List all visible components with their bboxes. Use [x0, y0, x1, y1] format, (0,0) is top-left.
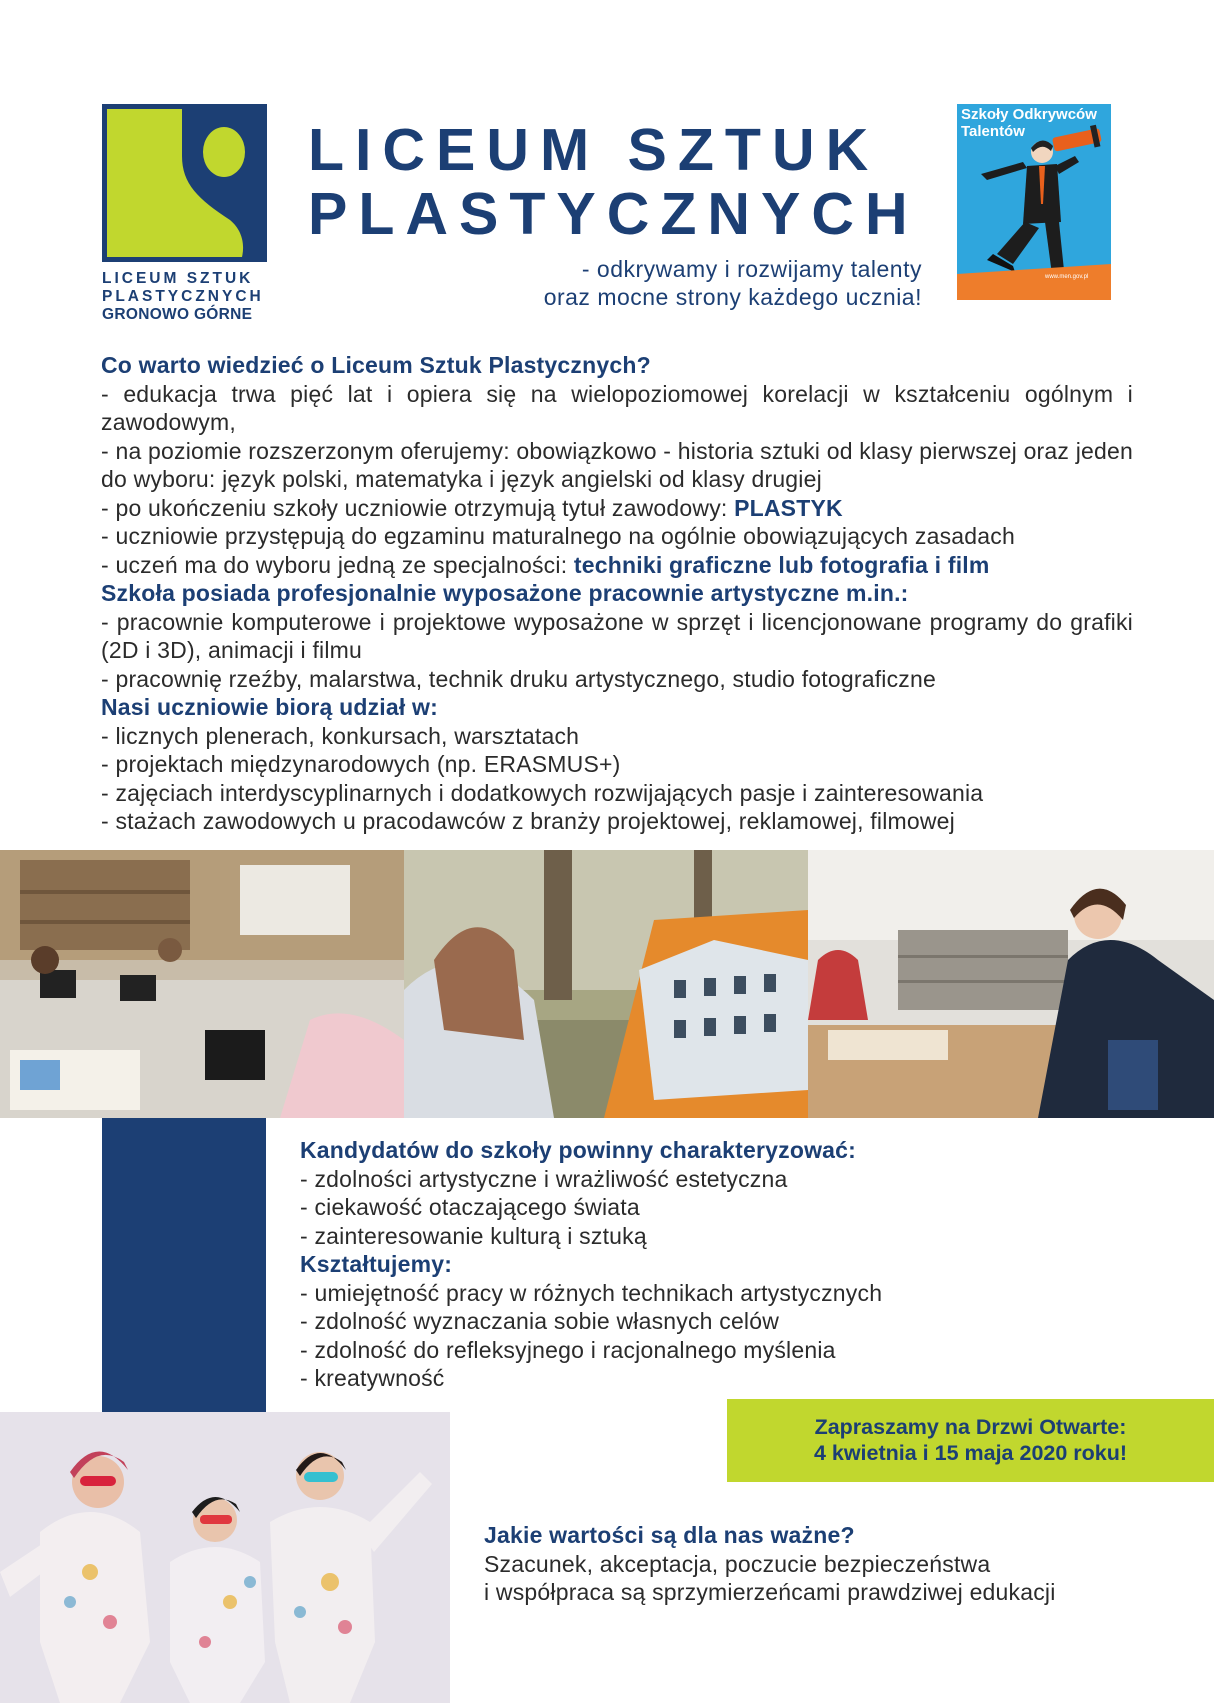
candidates-section: [300, 1136, 1100, 1393]
open-day-line: 4 kwietnia i 15 maja 2020 roku!: [813, 1441, 1128, 1465]
list-item: - edukacja trwa pięć lat i opiera się na wielopoziomowej korelacji w kształceniu ogólnym i zawodowym,: [101, 380, 1133, 435]
section-heading: Szkoła posiada profesjonalnie wyposażone pracownie artystyczne m.in.:: [101, 580, 909, 606]
photo-computer-lab: [0, 850, 404, 1118]
photo-students-costumes: [0, 1412, 450, 1703]
list-item: - zdolność wyznaczania sobie własnych celów: [300, 1308, 780, 1334]
section-heading: Kandydatów do szkoły powinny charakteryzować:: [300, 1137, 857, 1163]
values-text: Szacunek, akceptacja, poczucie bezpieczeństwa: [484, 1550, 991, 1577]
list-item: - uczniowie przystępują do egzaminu maturalnego na ogólnie obowiązujących zasadach: [101, 523, 1015, 549]
list-item: - pracownie komputerowe i projektowe wyposażone w sprzęt i licencjonowane programy do grafiki (2D i 3D), animacji i filmu: [101, 608, 1133, 663]
open-day-line: Zapraszamy na Drzwi Otwarte:: [814, 1415, 1127, 1439]
photo-sculpture-workshop: [808, 850, 1214, 1118]
list-item: - kreatywność: [300, 1365, 445, 1391]
list-item-highlight: techniki graficzne lub fotografia i film: [573, 551, 990, 578]
list-item: - na poziomie rozszerzonym oferujemy: obowiązkowo - historia sztuki od klasy pierwszej oraz jeden do wyboru: język polski, matematyka i język angielski od klasy drugiej: [101, 437, 1133, 492]
logo-caption-line: GRONOWO GÓRNE: [102, 306, 253, 323]
decorative-bar: [102, 1118, 266, 1412]
list-item: - projektach międzynarodowych (np. ERASMUS+): [101, 751, 621, 777]
list-item: [101, 551, 1133, 580]
poster-title-line: Talentów: [961, 123, 1025, 140]
list-item: - zajęciach interdyscyplinarnych i dodatkowych rozwijających pasje i zainteresowania: [101, 779, 984, 806]
list-item: - ciekawość otaczającego świata: [300, 1194, 640, 1220]
title-line: LICEUM SZTUK: [308, 117, 880, 183]
list-item: - umiejętność pracy w różnych technikach artystycznych: [300, 1279, 883, 1306]
section-heading: Jakie wartości są dla nas ważne?: [484, 1522, 855, 1548]
subtitle-line: - odkrywamy i rozwijamy talenty: [581, 256, 922, 282]
logo-caption-line: LICEUM SZTUK: [102, 270, 254, 287]
list-item-highlight: PLASTYK: [734, 494, 843, 521]
page-subtitle: [430, 255, 922, 311]
open-day-banner: [727, 1399, 1214, 1482]
explorer-figure-icon: [957, 104, 1111, 316]
subtitle-line: oraz mocne strony każdego ucznia!: [543, 284, 922, 310]
list-item: - stażach zawodowych u pracodawców z branży projektowej, reklamowej, filmowej: [101, 808, 955, 834]
page-title: [308, 118, 928, 246]
list-item-text: - uczeń ma do wyboru jedną ze specjalności:: [101, 551, 574, 578]
photo-painting-outdoor: [404, 850, 808, 1118]
section-heading: Nasi uczniowie biorą udział w:: [101, 694, 438, 720]
school-logo: [102, 104, 267, 262]
list-item: - zainteresowanie kulturą i sztuką: [300, 1222, 647, 1249]
info-section: [101, 351, 1133, 836]
list-item: - zdolność do refleksyjnego i racjonalnego myślenia: [300, 1336, 836, 1363]
poster-url: www.men.gov.pl: [1045, 274, 1089, 280]
values-text: i współpraca są sprzymierzeńcami prawdziwej edukacji: [484, 1579, 1056, 1605]
logo-caption-line: PLASTYCZNYCH: [102, 288, 264, 305]
list-item: - pracownię rzeźby, malarstwa, technik druku artystycznego, studio fotograficzne: [101, 665, 936, 692]
poster-title-line: Szkoły Odkrywców: [961, 106, 1097, 123]
section-heading: Co warto wiedzieć o Liceum Sztuk Plastycznych?: [101, 352, 651, 378]
list-item: [101, 494, 1133, 523]
values-section: [484, 1521, 1184, 1607]
list-item: - zdolności artystyczne i wrażliwość estetyczna: [300, 1165, 788, 1192]
logo-mark-icon: [102, 104, 267, 262]
poster-footer: [957, 300, 1111, 316]
logo-caption: [102, 270, 272, 324]
section-heading: Kształtujemy:: [300, 1251, 453, 1277]
list-item-text: - po ukończeniu szkoły uczniowie otrzymują tytuł zawodowy:: [101, 494, 735, 521]
title-line: PLASTYCZNYCH: [308, 181, 919, 247]
talent-poster: [957, 104, 1111, 316]
list-item: - licznych plenerach, konkursach, warsztatach: [101, 722, 580, 749]
